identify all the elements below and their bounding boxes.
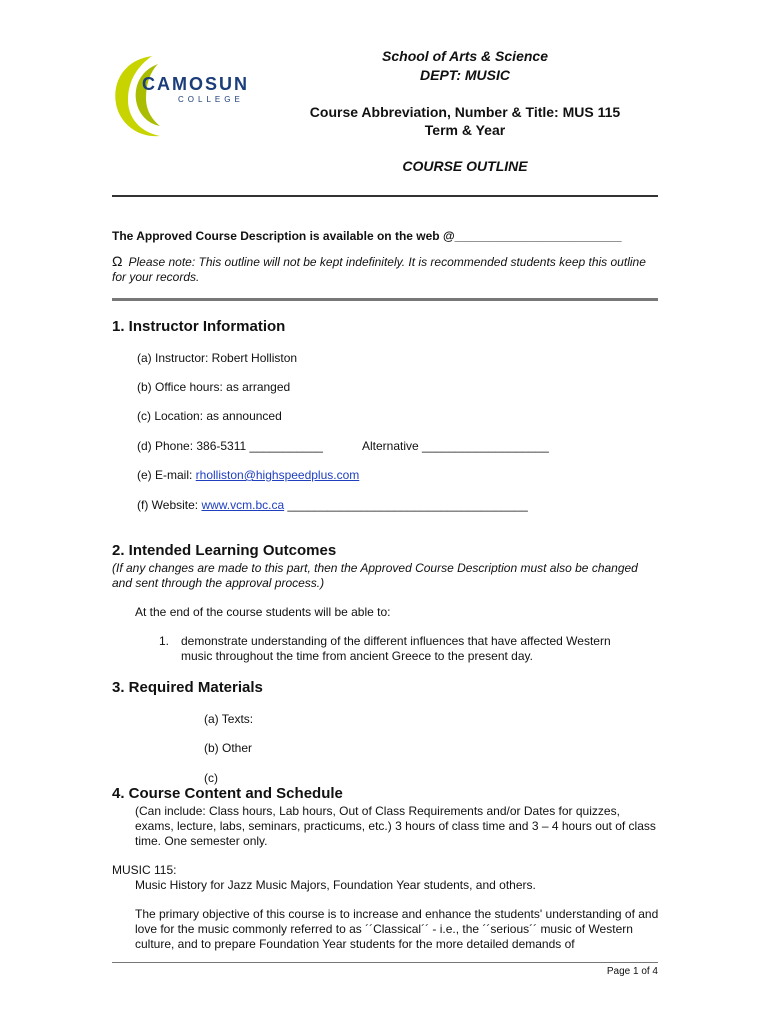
course-title: Course Abbreviation, Number & Title: MUS 115 — [309, 104, 621, 120]
office-hours: (b) Office hours: as arranged — [137, 380, 291, 394]
materials-texts: (a) Texts: — [204, 712, 254, 726]
schedule-description: (Can include: Class hours, Lab hours, Out of Class Requirements and/or Dates for quizzes, exams, lecture, labs, seminars, practicums, etc.) 3 hours of class time and 3 – 4 hours out of class time. One semester only. — [135, 804, 656, 848]
logo-name: CAMOSUN — [142, 74, 249, 94]
department: DEPT: MUSIC — [420, 67, 510, 83]
logo-subtitle: COLLEGE — [178, 95, 244, 104]
section-3-title: 3. Required Materials — [112, 679, 263, 696]
website-row — [137, 498, 528, 513]
outcomes-intro: At the end of the course students will be able to: — [135, 605, 391, 619]
website-blank: ____________________________________ — [284, 498, 528, 512]
section-1-title: 1. Instructor Information — [112, 318, 286, 335]
location: (c) Location: as announced — [137, 409, 282, 423]
records-note-text: Please note: This outline will not be kept indefinitely. It is recommended students keep this outline for your records. — [112, 255, 646, 284]
phone: (d) Phone: 386-5311 ___________ — [137, 439, 323, 453]
email-label: (e) E-mail: — [137, 468, 196, 482]
note-divider — [112, 298, 658, 301]
section-2-title: 2. Intended Learning Outcomes — [112, 542, 337, 559]
music-115-label: MUSIC 115: — [112, 863, 177, 877]
outline-heading: COURSE OUTLINE — [402, 158, 528, 174]
website-label: (f) Website: — [137, 498, 202, 512]
omega-icon: Ω — [112, 253, 123, 269]
course-objective: The primary objective of this course is to increase and enhance the students' understanding of and love for the music commonly referred to as ´´Classical´´ - i.e., the ´´serious´´ music of Western culture, and to prepare Foundation Year students for the more detailed demands of — [135, 907, 659, 951]
materials-c: (c) — [204, 771, 218, 785]
outcomes-note: (If any changes are made to this part, then the Approved Course Description must also be changed and sent through the approval process.) — [112, 561, 638, 590]
instructor-name: (a) Instructor: Robert Holliston — [137, 351, 298, 365]
materials-other: (b) Other — [204, 741, 253, 755]
records-note — [112, 254, 658, 285]
school-name: School of Arts & Science — [382, 48, 548, 64]
phone-alternative: Alternative ___________________ — [362, 439, 549, 453]
email-row — [137, 468, 359, 483]
outcome-number: 1. — [159, 634, 170, 648]
header-divider — [112, 195, 658, 197]
section-4-title: 4. Course Content and Schedule — [112, 785, 343, 802]
music-115-description: Music History for Jazz Music Majors, Foundation Year students, and others. — [135, 878, 536, 892]
term-year: Term & Year — [424, 122, 506, 138]
approved-description-line: The Approved Course Description is available on the web @_________________________ — [112, 229, 622, 243]
email-link[interactable]: rholliston@highspeedplus.com — [195, 468, 360, 482]
footer-divider — [112, 962, 658, 963]
page-number: Page 1 of 4 — [606, 966, 658, 977]
website-link[interactable]: www.vcm.bc.ca — [201, 498, 285, 512]
outcome-text: demonstrate understanding of the different influences that have affected Western music throughout the time from ancient Greece to the present day. — [181, 634, 611, 663]
